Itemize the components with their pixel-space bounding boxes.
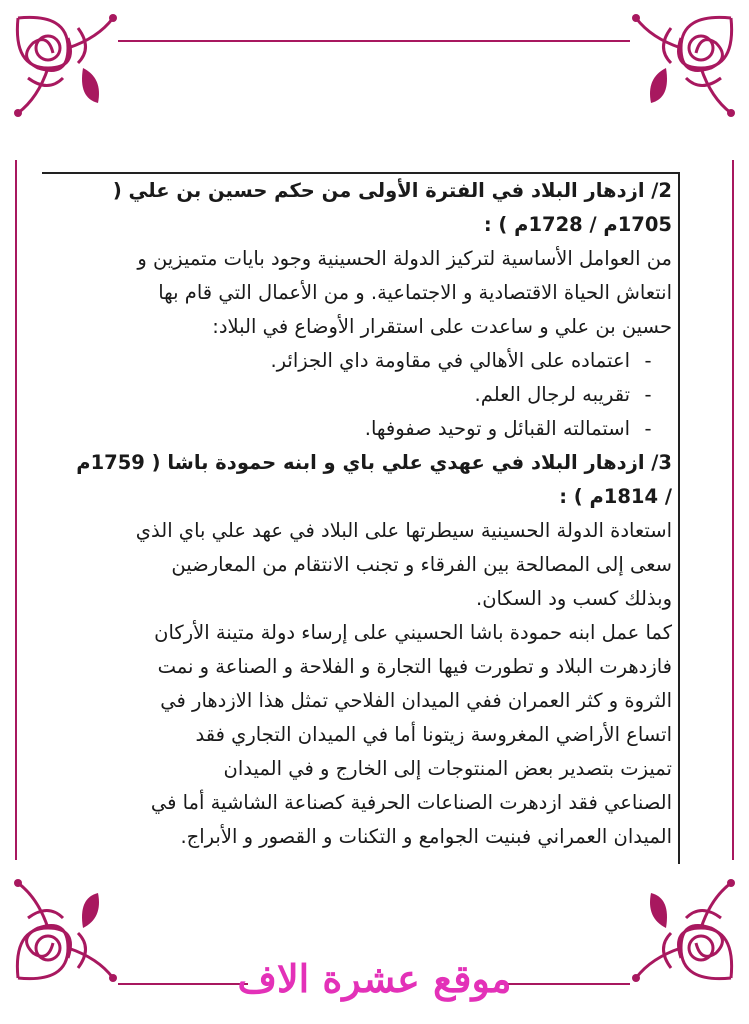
section2-paragraph-line: حسين بن علي و ساعدت على استقرار الأوضاع في البلاد:: [212, 315, 672, 338]
section3-paragraph2-line: اتساع الأراضي المغروسة زيتونا أما في الميدان التجاري فقد: [195, 723, 672, 746]
section3-paragraph1-line: استعادة الدولة الحسينية سيطرتها على البلاد في عهد علي باي الذي: [135, 519, 672, 542]
corner-ornament-top-left: [8, 8, 126, 126]
bullet-item: [44, 378, 676, 412]
frame-top-line: [118, 40, 630, 42]
bullet-text: تقريبه لرجال العلم.: [474, 383, 630, 406]
document-body: [44, 174, 676, 854]
section2-heading-line1: 2/ ازدهار البلاد في الفترة الأولى من حكم حسين بن علي (: [112, 179, 672, 202]
section2-paragraph-line: من العوامل الأساسية لتركيز الدولة الحسينية وجود بايات متميزين و: [137, 247, 672, 270]
section3-paragraph2-line: تميزت بتصدير بعض المنتوجات إلى الخارج و في الميدان: [223, 757, 672, 780]
section3-paragraph2-line: كما عمل ابنه حمودة باشا الحسيني على إرساء دولة متينة الأركان: [154, 621, 672, 644]
frame-right-line: [732, 160, 734, 860]
section3-paragraph1-line: سعى إلى المصالحة بين الفرقاء و تجنب الانتقام من المعارضين: [171, 553, 672, 576]
section2-heading-line2: 1705م / 1728م ) :: [483, 213, 672, 236]
site-watermark: موقع عشرة الاف: [237, 956, 512, 1001]
section3-paragraph2-line: الميدان العمراني فبنيت الجوامع و التكنات و القصور و الأبراج.: [180, 825, 672, 848]
section3-heading-line2: / 1814م ) :: [559, 485, 672, 508]
frame-left-line: [15, 160, 17, 860]
bullet-text: اعتماده على الأهالي في مقاومة داي الجزائر.: [270, 349, 630, 372]
section2-paragraph-line: انتعاش الحياة الاقتصادية و الاجتماعية. و من الأعمال التي قام بها: [158, 281, 672, 304]
section3-paragraph2-line: الصناعي فقد ازدهرت الصناعات الحرفية كصناعة الشاشية أما في: [150, 791, 672, 814]
bullet-text: استمالته القبائل و توحيد صفوفها.: [364, 417, 630, 440]
section3-paragraph1-line: وبذلك كسب ود السكان.: [476, 587, 672, 610]
section3-heading-line1: 3/ ازدهار البلاد في عهدي علي باي و ابنه حمودة باشا ( 1759م: [76, 451, 672, 474]
bullet-item: [44, 412, 676, 446]
corner-ornament-top-right: [623, 8, 741, 126]
section3-paragraph2-line: فازدهرت البلاد و تطورت فيها التجارة و الفلاحة و الصناعة و نمت: [157, 655, 672, 678]
bullet-item: [44, 344, 676, 378]
bullet-marker: -: [644, 383, 652, 406]
section3-paragraph2-line: الثروة و كثر العمران ففي الميدان الفلاحي تمثل هذا الازدهار في: [160, 689, 672, 712]
bullet-marker: -: [644, 349, 652, 372]
bullet-marker: -: [644, 417, 652, 440]
